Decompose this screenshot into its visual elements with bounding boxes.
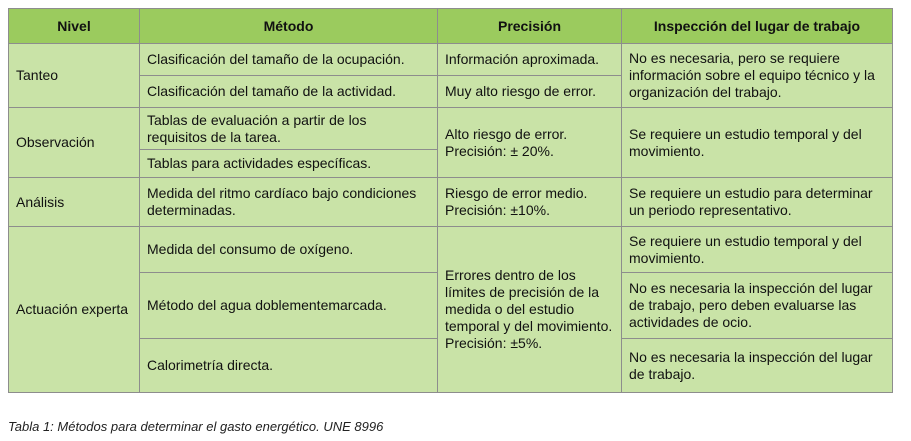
header-precision: Precisión: [438, 9, 622, 44]
method-cell: Medida del consumo de oxígeno.: [140, 227, 438, 273]
method-cell: Clasificación del tamaño de la actividad.: [140, 76, 438, 108]
table-row: [9, 178, 893, 227]
precision-cell: Muy alto riesgo de error.: [438, 76, 622, 108]
precision-line: Riesgo de error medio.: [445, 185, 588, 201]
inspection-cell: No es necesaria, pero se requiere información sobre el equipo técnico y la organización del trabajo.: [622, 44, 893, 108]
table-row: [9, 44, 893, 76]
nivel-cell: Actuación experta: [9, 227, 140, 393]
inspection-cell: Se requiere un estudio temporal y del movimiento.: [622, 227, 893, 273]
energy-methods-table: [8, 8, 893, 393]
precision-cell: [438, 108, 622, 178]
header-inspeccion: Inspección del lugar de trabajo: [622, 9, 893, 44]
nivel-cell: Análisis: [9, 178, 140, 227]
method-cell: Calorimetría directa.: [140, 339, 438, 393]
header-metodo: Método: [140, 9, 438, 44]
method-cell: Tablas para actividades específicas.: [140, 150, 438, 178]
inspection-cell: No es necesaria la inspección del lugar de trabajo.: [622, 339, 893, 393]
precision-line: Precisión: ±5%.: [445, 335, 543, 351]
nivel-cell: Tanteo: [9, 44, 140, 108]
precision-cell: [438, 178, 622, 227]
inspection-cell: Se requiere un estudio para determinar un periodo representativo.: [622, 178, 893, 227]
precision-cell: [438, 227, 622, 393]
precision-line: Errores dentro de los límites de precisión de la medida o del estudio temporal y del movimiento.: [445, 267, 613, 334]
method-cell: Clasificación del tamaño de la ocupación.: [140, 44, 438, 76]
method-cell: Método del agua doblementemarcada.: [140, 273, 438, 339]
table-row: [9, 227, 893, 273]
method-cell: Medida del ritmo cardíaco bajo condiciones determinadas.: [140, 178, 438, 227]
precision-line: Precisión: ±10%.: [445, 202, 550, 218]
precision-cell: Información aproximada.: [438, 44, 622, 76]
inspection-cell: Se requiere un estudio temporal y del movimiento.: [622, 108, 893, 178]
precision-line: Alto riesgo de error.: [445, 125, 568, 142]
precision-line: Precisión: ± 20%.: [445, 142, 554, 159]
header-nivel: Nivel: [9, 9, 140, 44]
header-row: [9, 9, 893, 44]
method-cell: Tablas de evaluación a partir de los requisitos de la tarea.: [140, 108, 438, 150]
table-row: [9, 108, 893, 150]
nivel-cell: Observación: [9, 108, 140, 178]
inspection-cell: No es necesaria la inspección del lugar de trabajo, pero deben evaluarse las actividades de ocio.: [622, 273, 893, 339]
table-caption: Tabla 1: Métodos para determinar el gasto energético. UNE 8996: [8, 419, 384, 434]
